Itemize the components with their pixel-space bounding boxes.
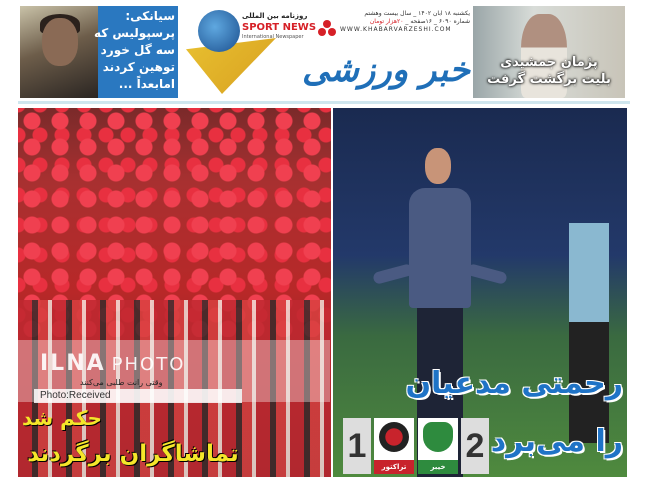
newspaper-title: خبر ورزشی xyxy=(302,50,470,90)
home-score: 2 xyxy=(461,418,489,474)
home-team xyxy=(418,418,458,474)
date-line: یکشنبه ۱۸ آبان ۱۴۰۲ _ سال بیست وهشتم xyxy=(364,10,470,17)
partner-sub: International Newspaper xyxy=(242,34,304,40)
issue-line: شماره ۶۰۹۰ _ ۱۶صفحه _ xyxy=(405,18,470,25)
away-team xyxy=(374,418,414,474)
teaser-line: پژمان جمشیدی xyxy=(500,55,598,70)
teaser-line: سه گل خورد xyxy=(100,43,175,57)
story-kicker: وقتی رانت طلبی می‌کنند xyxy=(80,378,163,387)
photo-credit: Photo:Received xyxy=(34,389,242,403)
logo-dots-icon xyxy=(318,20,336,38)
teaser-line: سیانکی: xyxy=(125,9,175,23)
teaser-line: پرسپولیس که xyxy=(94,26,175,40)
partner-fa: روزنامه بین المللی xyxy=(242,12,308,20)
divider xyxy=(18,101,630,104)
teaser-photo-left xyxy=(20,6,98,98)
away-team-name: تراکتور xyxy=(374,460,414,474)
right-headline-1[interactable]: رحمتی مدعیان xyxy=(405,366,623,401)
price: ۲۰هزار تومان xyxy=(369,18,404,25)
teaser-line: بلیت برگشت گرفت xyxy=(487,72,611,87)
teaser-left-text[interactable] xyxy=(94,6,178,98)
issue-info xyxy=(340,10,470,34)
watermark-logo xyxy=(40,352,185,376)
left-headline-1[interactable]: حکم شد xyxy=(22,406,102,430)
watermark-photo: PHOTO xyxy=(111,354,186,375)
website[interactable]: WWW.KHABARVARZESHI.COM xyxy=(340,26,452,33)
watermark-agency: ILNA xyxy=(40,351,106,376)
referee xyxy=(569,223,609,443)
partner-en: SPORT NEWS xyxy=(242,22,317,33)
teaser-right-text[interactable] xyxy=(473,54,625,88)
left-headline-2[interactable]: تماشاگران برگردند xyxy=(27,441,239,467)
home-team-name: خیبر xyxy=(418,460,458,474)
teaser-line: توهین کردند xyxy=(102,60,175,74)
newspaper-logo xyxy=(180,6,470,98)
away-score: 1 xyxy=(343,418,371,474)
globe-icon xyxy=(198,10,240,52)
teaser-line: امابعداً ... xyxy=(118,77,175,91)
right-headline-2[interactable]: را می‌برد xyxy=(490,424,623,459)
tractor-logo-icon xyxy=(379,422,409,452)
kheybar-logo-icon xyxy=(423,422,453,452)
